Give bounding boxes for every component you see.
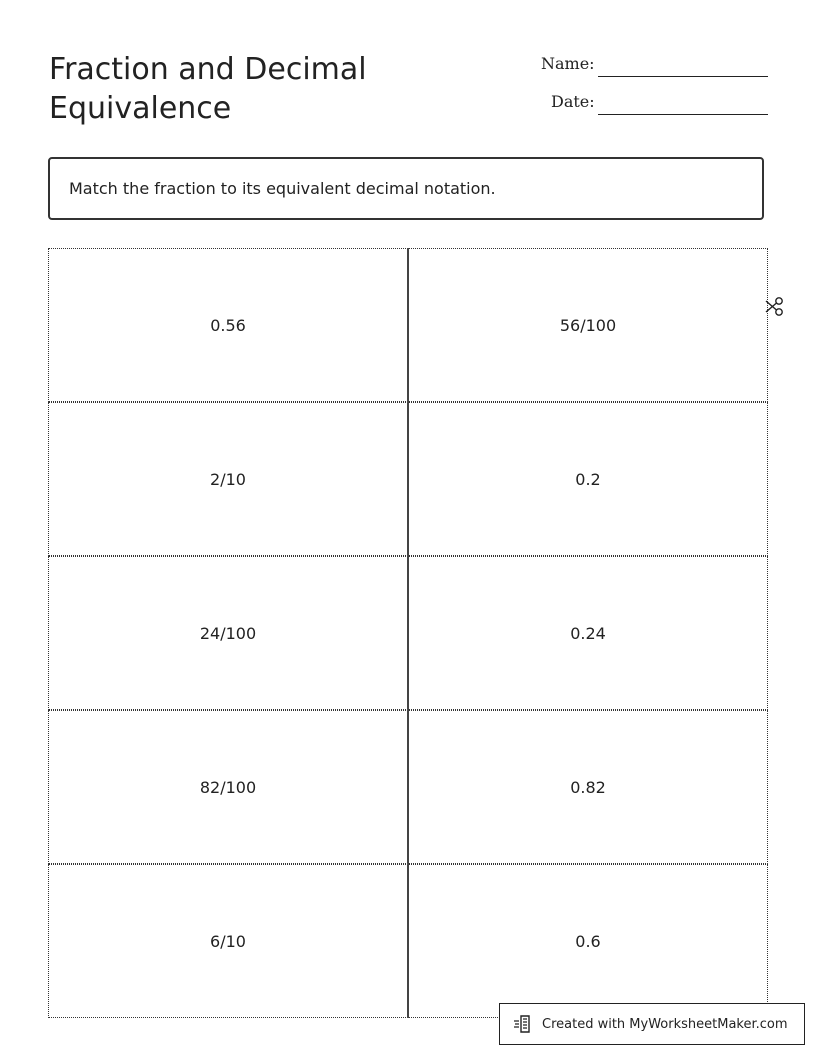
credit-badge[interactable] [499,1003,805,1045]
title-line-1: Fraction and Decimal [49,52,367,87]
fold-line [407,248,409,1018]
instructions-box [48,157,764,220]
card-text: 0.2 [575,469,601,489]
card-left-2[interactable] [48,402,408,556]
card-right-1[interactable] [408,248,768,402]
card-text: 0.82 [570,777,606,797]
worksheet-maker-logo-icon [512,1013,534,1035]
card-text: 6/10 [210,931,246,951]
name-label: Name: [541,54,595,73]
card-text: 0.6 [575,931,601,951]
card-left-5[interactable] [48,864,408,1018]
card-left-3[interactable] [48,556,408,710]
date-label: Date: [551,92,595,111]
card-left-4[interactable] [48,710,408,864]
card-right-2[interactable] [408,402,768,556]
card-right-4[interactable] [408,710,768,864]
card-text: 2/10 [210,469,246,489]
card-text: 0.24 [570,623,606,643]
title-line-2: Equivalence [49,91,232,126]
card-right-3[interactable] [408,556,768,710]
card-left-1[interactable] [48,248,408,402]
card-text: 0.56 [210,315,246,335]
card-text: 24/100 [199,623,257,643]
card-text: 56/100 [559,315,617,335]
instructions-text: Match the fraction to its equivalent decimal notation. [69,179,496,198]
credit-text: Created with MyWorksheetMaker.com [542,1016,788,1032]
page-title [49,50,469,128]
date-line[interactable] [598,114,768,115]
scissors-icon [762,292,788,322]
card-right-5[interactable] [408,864,768,1018]
card-text: 82/100 [199,777,257,797]
name-line[interactable] [598,76,768,77]
